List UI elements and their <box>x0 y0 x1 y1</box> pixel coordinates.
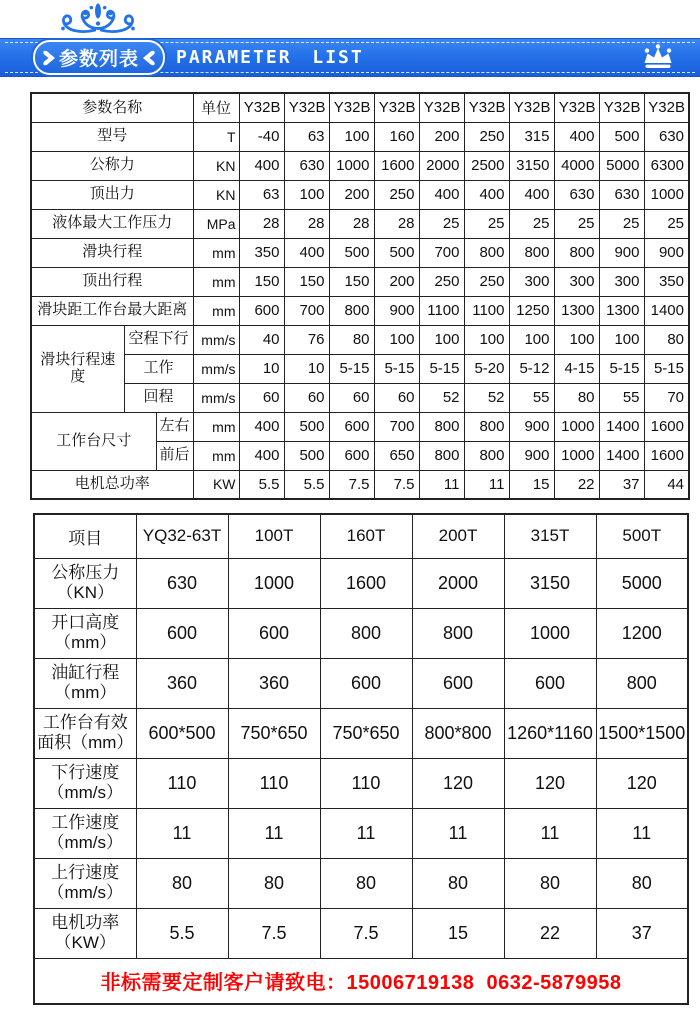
value-cell: 600*500 <box>136 708 228 758</box>
value-cell: 4000 <box>554 151 599 180</box>
value-cell: 800*800 <box>412 708 504 758</box>
value-cell: 200 <box>329 180 374 209</box>
value-cell: 11 <box>596 808 688 858</box>
table-row <box>34 858 688 908</box>
value-cell: 6300 <box>644 151 689 180</box>
value-cell: 5-15 <box>419 354 464 383</box>
value-cell: 1400 <box>599 412 644 441</box>
value-cell: 400 <box>554 122 599 151</box>
value-cell: 350 <box>644 267 689 296</box>
value-cell: 150 <box>239 267 284 296</box>
value-cell: 11 <box>464 470 509 499</box>
value-cell: 5-20 <box>464 354 509 383</box>
value-cell: 15 <box>412 908 504 958</box>
value-cell: 1000 <box>644 180 689 209</box>
model-header: Y32B <box>374 93 419 122</box>
value-cell: 300 <box>554 267 599 296</box>
value-cell: 500 <box>374 238 419 267</box>
value-cell: 1000 <box>329 151 374 180</box>
value-cell: 800 <box>464 238 509 267</box>
value-cell: 5.5 <box>136 908 228 958</box>
value-cell: 600 <box>504 658 596 708</box>
value-cell: 7.5 <box>329 470 374 499</box>
value-cell: 100 <box>419 325 464 354</box>
page-title: PARAMETER LIST <box>176 47 364 68</box>
value-cell: 1100 <box>419 296 464 325</box>
unit-cell: mm <box>193 412 239 441</box>
table-row <box>31 151 689 180</box>
param-sub-label: 空程下行 <box>124 325 193 354</box>
value-cell: 120 <box>596 758 688 808</box>
value-cell: 55 <box>509 383 554 412</box>
value-cell: -40 <box>239 122 284 151</box>
param-label <box>34 858 136 908</box>
value-cell: 15 <box>509 470 554 499</box>
value-cell: 11 <box>320 808 412 858</box>
value-cell: 800 <box>412 608 504 658</box>
value-cell: 1000 <box>504 608 596 658</box>
table-row <box>31 354 689 383</box>
table-row <box>31 412 689 441</box>
value-cell: 5000 <box>596 558 688 608</box>
param-group-label: 工作台尺寸 <box>31 412 156 470</box>
value-cell: 600 <box>239 296 284 325</box>
value-cell: 250 <box>464 267 509 296</box>
value-cell: 11 <box>228 808 320 858</box>
value-cell: 900 <box>644 238 689 267</box>
value-cell: 600 <box>320 658 412 708</box>
value-cell: 80 <box>136 858 228 908</box>
param-label <box>34 658 136 708</box>
value-cell: 40 <box>239 325 284 354</box>
value-cell: 63 <box>284 122 329 151</box>
value-cell: 60 <box>374 383 419 412</box>
value-cell: 150 <box>329 267 374 296</box>
value-cell: 10 <box>239 354 284 383</box>
value-cell: 500 <box>284 412 329 441</box>
value-cell: 1000 <box>228 558 320 608</box>
value-cell: 1600 <box>374 151 419 180</box>
value-cell: 11 <box>419 470 464 499</box>
value-cell: 800 <box>596 658 688 708</box>
value-cell: 80 <box>554 383 599 412</box>
model-header: 500T <box>596 514 688 558</box>
value-cell: 110 <box>136 758 228 808</box>
unit-header: 单位 <box>193 93 239 122</box>
table-row <box>34 608 688 658</box>
param-label-line1: 开口高度 <box>51 612 120 632</box>
value-cell: 5.5 <box>284 470 329 499</box>
value-cell: 150 <box>284 267 329 296</box>
value-cell: 1600 <box>644 412 689 441</box>
value-cell: 250 <box>419 267 464 296</box>
unit-cell: mm/s <box>193 354 239 383</box>
value-cell: 10 <box>284 354 329 383</box>
value-cell: 800 <box>419 441 464 470</box>
table-row <box>31 383 689 412</box>
param-label: 顶出力 <box>31 180 193 209</box>
unit-cell: mm/s <box>193 383 239 412</box>
value-cell: 600 <box>329 441 374 470</box>
param-group-label: 滑块行程速度 <box>31 325 124 412</box>
value-cell: 110 <box>320 758 412 808</box>
table-row <box>31 325 689 354</box>
value-cell: 100 <box>599 325 644 354</box>
value-cell: 11 <box>504 808 596 858</box>
table-row <box>34 758 688 808</box>
param-label: 滑块行程 <box>31 238 193 267</box>
value-cell: 28 <box>374 209 419 238</box>
value-cell: 11 <box>412 808 504 858</box>
param-label-line1: 下行速度 <box>51 762 120 782</box>
param-sub-label: 前后 <box>156 441 193 470</box>
value-cell: 630 <box>599 180 644 209</box>
value-cell: 800 <box>419 412 464 441</box>
value-cell: 800 <box>554 238 599 267</box>
value-cell: 1300 <box>599 296 644 325</box>
value-cell: 60 <box>284 383 329 412</box>
value-cell: 5-12 <box>509 354 554 383</box>
value-cell: 1200 <box>596 608 688 658</box>
param-label <box>34 708 136 758</box>
value-cell: 1000 <box>554 412 599 441</box>
parameter-table-yq32 <box>33 513 689 1005</box>
value-cell: 200 <box>419 122 464 151</box>
value-cell: 80 <box>504 858 596 908</box>
param-name-header: 参数名称 <box>31 93 193 122</box>
custom-order-hotline: 非标需要定制客户请致电：15006719138 0632-5879958 <box>34 958 688 1004</box>
value-cell: 315 <box>509 122 554 151</box>
table-row <box>34 558 688 608</box>
value-cell: 750*650 <box>228 708 320 758</box>
value-cell: 5.5 <box>239 470 284 499</box>
badge-label: 参数列表 <box>58 49 139 70</box>
crown-icon <box>640 44 676 70</box>
value-cell: 25 <box>644 209 689 238</box>
param-label <box>34 758 136 808</box>
parameter-list-badge <box>33 40 165 75</box>
value-cell: 600 <box>329 412 374 441</box>
value-cell: 400 <box>509 180 554 209</box>
value-cell: 2000 <box>412 558 504 608</box>
unit-cell: KN <box>193 180 239 209</box>
model-header: 200T <box>412 514 504 558</box>
table-row <box>31 470 689 499</box>
value-cell: 350 <box>239 238 284 267</box>
table-row <box>34 708 688 758</box>
value-cell: 80 <box>644 325 689 354</box>
badge-wing-left-icon <box>42 50 55 66</box>
value-cell: 160 <box>374 122 419 151</box>
value-cell: 400 <box>239 441 284 470</box>
value-cell: 37 <box>599 470 644 499</box>
value-cell: 630 <box>644 122 689 151</box>
value-cell: 700 <box>284 296 329 325</box>
value-cell: 28 <box>284 209 329 238</box>
value-cell: 100 <box>329 122 374 151</box>
param-label-line1: 油缸行程 <box>51 662 120 682</box>
value-cell: 650 <box>374 441 419 470</box>
value-cell: 5-15 <box>374 354 419 383</box>
param-sub-label: 左右 <box>156 412 193 441</box>
value-cell: 80 <box>228 858 320 908</box>
unit-cell: mm <box>193 267 239 296</box>
value-cell: 750*650 <box>320 708 412 758</box>
param-label-line1: 工作台有效 <box>42 712 128 732</box>
value-cell: 200 <box>374 267 419 296</box>
value-cell: 22 <box>554 470 599 499</box>
value-cell: 800 <box>329 296 374 325</box>
value-cell: 630 <box>136 558 228 608</box>
value-cell: 25 <box>419 209 464 238</box>
value-cell: 25 <box>599 209 644 238</box>
param-label: 顶出行程 <box>31 267 193 296</box>
value-cell: 900 <box>509 412 554 441</box>
value-cell: 600 <box>228 608 320 658</box>
value-cell: 4-15 <box>554 354 599 383</box>
value-cell: 7.5 <box>228 908 320 958</box>
param-label-line2: （mm/s） <box>47 783 124 802</box>
value-cell: 63 <box>239 180 284 209</box>
unit-cell: T <box>193 122 239 151</box>
param-label <box>34 608 136 658</box>
model-header: Y32B <box>419 93 464 122</box>
table-row <box>31 209 689 238</box>
value-cell: 360 <box>136 658 228 708</box>
value-cell: 1400 <box>644 296 689 325</box>
value-cell: 100 <box>374 325 419 354</box>
badge-wing-right-icon <box>143 50 156 66</box>
value-cell: 800 <box>464 441 509 470</box>
value-cell: 630 <box>554 180 599 209</box>
value-cell: 630 <box>284 151 329 180</box>
value-cell: 800 <box>464 412 509 441</box>
value-cell: 52 <box>419 383 464 412</box>
value-cell: 5-15 <box>599 354 644 383</box>
unit-cell: mm <box>193 441 239 470</box>
value-cell: 600 <box>412 658 504 708</box>
value-cell: 1000 <box>554 441 599 470</box>
value-cell: 800 <box>509 238 554 267</box>
param-label <box>34 908 136 958</box>
value-cell: 400 <box>419 180 464 209</box>
model-header: Y32B <box>239 93 284 122</box>
value-cell: 25 <box>554 209 599 238</box>
value-cell: 900 <box>509 441 554 470</box>
value-cell: 900 <box>374 296 419 325</box>
model-header: 160T <box>320 514 412 558</box>
table-row <box>31 122 689 151</box>
value-cell: 120 <box>504 758 596 808</box>
model-header: Y32B <box>554 93 599 122</box>
unit-cell: mm <box>193 296 239 325</box>
value-cell: 1600 <box>644 441 689 470</box>
model-header: Y32B <box>644 93 689 122</box>
value-cell: 400 <box>284 238 329 267</box>
param-label: 液体最大工作压力 <box>31 209 193 238</box>
param-label-line2: （KN） <box>56 583 115 602</box>
value-cell: 44 <box>644 470 689 499</box>
model-header: YQ32-63T <box>136 514 228 558</box>
value-cell: 2500 <box>464 151 509 180</box>
value-cell: 400 <box>239 151 284 180</box>
value-cell: 500 <box>329 238 374 267</box>
value-cell: 400 <box>464 180 509 209</box>
value-cell: 700 <box>374 412 419 441</box>
value-cell: 1400 <box>599 441 644 470</box>
value-cell: 500 <box>284 441 329 470</box>
table-row <box>31 267 689 296</box>
model-header: Y32B <box>284 93 329 122</box>
table-row <box>31 238 689 267</box>
value-cell: 100 <box>554 325 599 354</box>
value-cell: 80 <box>320 858 412 908</box>
value-cell: 5000 <box>599 151 644 180</box>
model-header: Y32B <box>464 93 509 122</box>
table-row <box>34 908 688 958</box>
value-cell: 5-15 <box>329 354 374 383</box>
param-label-line2: 面积（mm） <box>37 733 134 752</box>
value-cell: 76 <box>284 325 329 354</box>
footer-row <box>34 958 688 1004</box>
value-cell: 120 <box>412 758 504 808</box>
param-label-line1: 上行速度 <box>51 862 120 882</box>
flourish-ornament-icon <box>56 1 140 41</box>
value-cell: 1600 <box>320 558 412 608</box>
value-cell: 1250 <box>509 296 554 325</box>
value-cell: 300 <box>599 267 644 296</box>
value-cell: 80 <box>329 325 374 354</box>
param-label <box>34 558 136 608</box>
table-header-row <box>31 93 689 122</box>
value-cell: 500 <box>599 122 644 151</box>
value-cell: 250 <box>374 180 419 209</box>
value-cell: 80 <box>412 858 504 908</box>
param-label-line2: （mm/s） <box>47 833 124 852</box>
model-header: Y32B <box>329 93 374 122</box>
value-cell: 22 <box>504 908 596 958</box>
table-header-row <box>34 514 688 558</box>
param-label: 型号 <box>31 122 193 151</box>
unit-cell: mm/s <box>193 325 239 354</box>
param-label: 滑块距工作台最大距离 <box>31 296 193 325</box>
model-header: Y32B <box>599 93 644 122</box>
unit-cell: MPa <box>193 209 239 238</box>
model-header: Y32B <box>509 93 554 122</box>
param-label-line2: （mm） <box>54 633 117 652</box>
value-cell: 2000 <box>419 151 464 180</box>
value-cell: 100 <box>509 325 554 354</box>
table-row <box>31 296 689 325</box>
parameter-table-y32b <box>30 92 690 500</box>
value-cell: 3150 <box>509 151 554 180</box>
value-cell: 1100 <box>464 296 509 325</box>
param-label-line1: 工作速度 <box>51 812 120 832</box>
value-cell: 800 <box>320 608 412 658</box>
param-sub-label: 工作 <box>124 354 193 383</box>
value-cell: 300 <box>509 267 554 296</box>
table-row <box>34 808 688 858</box>
value-cell: 100 <box>284 180 329 209</box>
value-cell: 25 <box>464 209 509 238</box>
unit-cell: KN <box>193 151 239 180</box>
model-header: 315T <box>504 514 596 558</box>
value-cell: 1500*1500 <box>596 708 688 758</box>
param-label-line2: （mm） <box>54 683 117 702</box>
unit-cell: KW <box>193 470 239 499</box>
param-label: 电机总功率 <box>31 470 193 499</box>
value-cell: 3150 <box>504 558 596 608</box>
table-row <box>34 658 688 708</box>
item-header: 项目 <box>34 514 136 558</box>
param-label-line2: （KW） <box>54 933 116 952</box>
value-cell: 52 <box>464 383 509 412</box>
value-cell: 1300 <box>554 296 599 325</box>
param-label: 公称力 <box>31 151 193 180</box>
param-label-line1: 电机功率 <box>51 912 120 932</box>
value-cell: 400 <box>239 412 284 441</box>
value-cell: 55 <box>599 383 644 412</box>
value-cell: 360 <box>228 658 320 708</box>
value-cell: 37 <box>596 908 688 958</box>
model-header: 100T <box>228 514 320 558</box>
unit-cell: mm <box>193 238 239 267</box>
value-cell: 7.5 <box>320 908 412 958</box>
table-row <box>31 180 689 209</box>
param-label-line1: 公称压力 <box>51 562 120 582</box>
value-cell: 900 <box>599 238 644 267</box>
value-cell: 28 <box>329 209 374 238</box>
value-cell: 28 <box>239 209 284 238</box>
value-cell: 100 <box>464 325 509 354</box>
param-label-line2: （mm/s） <box>47 883 124 902</box>
param-sub-label: 回程 <box>124 383 193 412</box>
value-cell: 5-15 <box>644 354 689 383</box>
value-cell: 7.5 <box>374 470 419 499</box>
value-cell: 250 <box>464 122 509 151</box>
value-cell: 110 <box>228 758 320 808</box>
value-cell: 11 <box>136 808 228 858</box>
value-cell: 25 <box>509 209 554 238</box>
value-cell: 80 <box>596 858 688 908</box>
value-cell: 1260*1160 <box>504 708 596 758</box>
value-cell: 600 <box>136 608 228 658</box>
param-label <box>34 808 136 858</box>
value-cell: 700 <box>419 238 464 267</box>
value-cell: 60 <box>239 383 284 412</box>
value-cell: 60 <box>329 383 374 412</box>
value-cell: 70 <box>644 383 689 412</box>
